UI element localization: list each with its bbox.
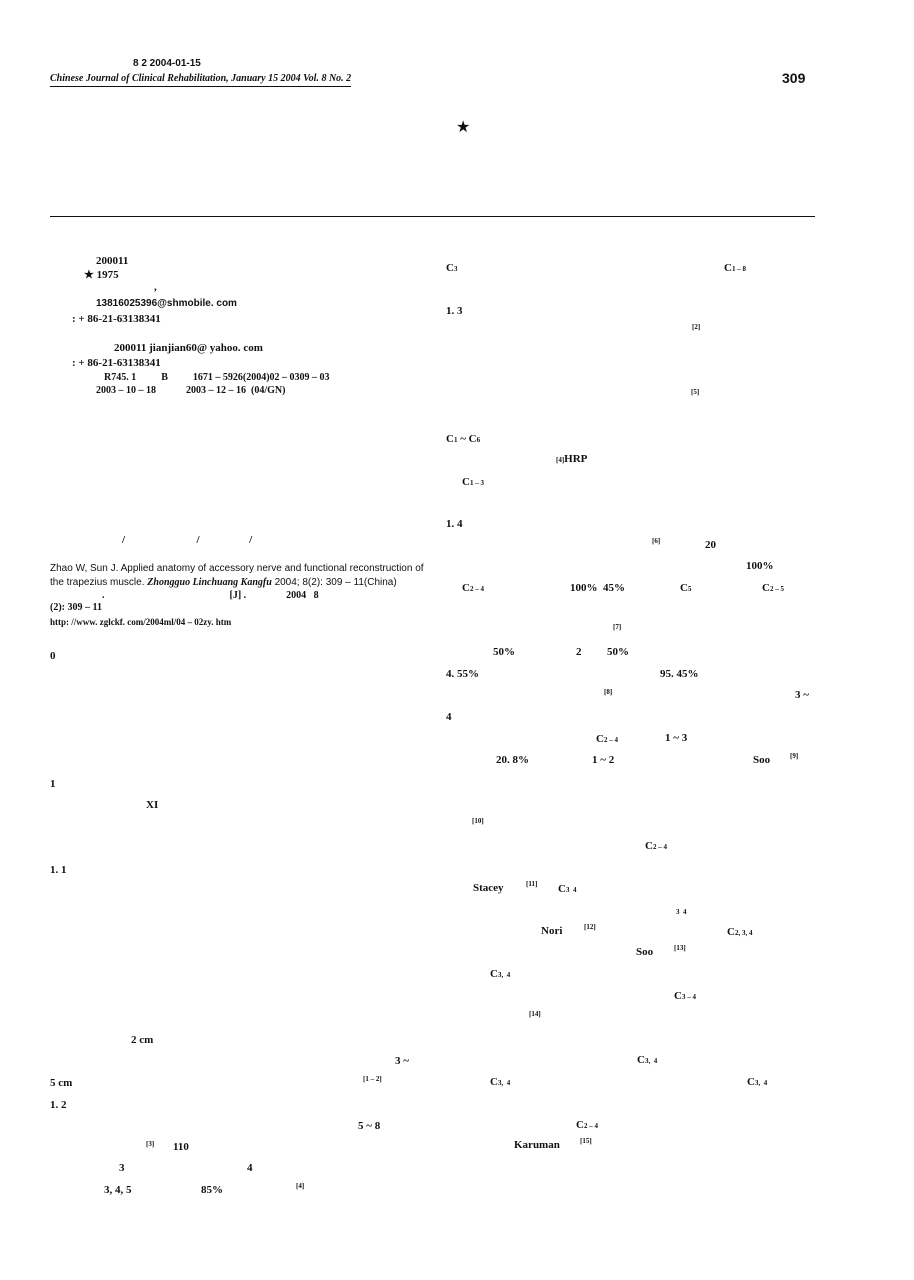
roots-3-4-small: 3 4 (676, 908, 687, 916)
citation-line-1: Zhao W, Sun J. Applied anatomy of accessory nerve and functional reconstruction of (50, 563, 424, 574)
percent-20-8: 20. 8% (496, 754, 529, 766)
author-telephone: : + 86-21-63138341 (72, 313, 161, 325)
ref-12: [12] (584, 923, 596, 931)
percent-100-45: 100% 45% (570, 582, 625, 594)
ref-3: [3] (146, 1140, 155, 1148)
ref-9: [9] (790, 752, 799, 760)
author-soo-2: Soo (636, 946, 654, 958)
author-soo-1: Soo (753, 754, 771, 766)
header-rule (50, 216, 815, 217)
page-number: 309 (782, 70, 806, 86)
section-1-1-number: 1. 1 (50, 864, 67, 876)
c2-4-label-c: C2 – 4 (645, 840, 667, 852)
cn-citation-line-2: (2): 309 – 11 (50, 602, 102, 613)
c3-4-label-c: C3 – 4 (674, 990, 696, 1002)
dates-line: 2003 – 10 – 18 2003 – 12 – 16 (04/GN) (96, 385, 286, 396)
c3-4-label-b: C3, 4 (490, 968, 511, 980)
section-0-number: 0 (50, 650, 56, 662)
author-postcode: 200011 (96, 255, 129, 267)
c2-3-4-label: C2, 3, 4 (727, 926, 753, 938)
citation-line-2: the trapezius muscle. Zhongguo Linchuang Kangfu 2004; 8(2): 309 – 11(China) (50, 577, 397, 588)
ref-2: [2] (692, 323, 701, 331)
author-comma: , (154, 281, 157, 293)
keyword-separators: / / / (122, 534, 253, 546)
ref-13: [13] (674, 944, 686, 952)
range-1-2: 1 ~ 2 (592, 754, 615, 766)
c1-c6-label: C1 ~ C6 (446, 433, 481, 445)
ref-15: [15] (580, 1137, 592, 1145)
ref-10: [10] (472, 817, 484, 825)
ref-4: [4] (296, 1182, 305, 1190)
ref-14: [14] (529, 1010, 541, 1018)
percent-50-a: 50% (493, 646, 515, 658)
c3-4-label-a: C3 4 (558, 883, 577, 895)
c2-4-label-d: C2 – 4 (576, 1119, 598, 1131)
correspondence-telephone: : + 86-21-63138341 (72, 357, 161, 369)
article-url: http: //www. zglckf. com/2004ml/04 – 02zy. htm (50, 617, 232, 627)
count-20: 20 (705, 539, 716, 551)
c2-4-label-b: C2 – 4 (596, 733, 618, 745)
ref-8: [8] (604, 688, 613, 696)
ref-11: [11] (526, 880, 538, 888)
hrp-label: [4]HRP (556, 453, 588, 465)
section-1-2-number: 1. 2 (50, 1099, 67, 1111)
ref-5: [5] (691, 388, 700, 396)
author-star-year: ★ 1975 (84, 269, 119, 281)
c2-4-label-a: C2 – 4 (462, 582, 484, 594)
author-email: 13816025396@shmobile. com (96, 298, 237, 309)
count-3: 3 (119, 1162, 125, 1174)
running-header-chinese: 8 2 2004-01-15 (133, 58, 201, 69)
count-4: 4 (247, 1162, 253, 1174)
c5-label: C5 (680, 582, 692, 594)
running-header-journal: Chinese Journal of Clinical Rehabilitation, January 15 2004 Vol. 8 No. 2 (50, 73, 351, 87)
c1-3-label: C1 – 3 (462, 476, 484, 488)
author-karuman: Karuman (514, 1139, 560, 1151)
count-2: 2 (576, 646, 582, 658)
author-nori: Nori (541, 925, 563, 937)
c3-4-label-d: C3, 4 (637, 1054, 658, 1066)
section-1-4-number: 1. 4 (446, 518, 463, 530)
correspondence-email: 200011 jianjian60@ yahoo. com (114, 342, 263, 354)
percent-4-55: 4. 55% (446, 668, 479, 680)
section-1-number: 1 (50, 778, 56, 790)
classification-line: R745. 1 B 1671 – 5926(2004)02 – 0309 – 03 (104, 372, 330, 383)
ref-1-2: [1 – 2] (363, 1075, 382, 1083)
cn-citation-line-1: . [J] . 2004 8 (102, 590, 319, 601)
range-3: 3 ~ (395, 1055, 409, 1067)
percent-95-45: 95. 45% (660, 668, 699, 680)
percent-50-b: 50% (607, 646, 629, 658)
range-3-tilde: 3 ~ (795, 689, 809, 701)
c3-label: C3 (446, 262, 458, 274)
count-4-b: 4 (446, 711, 452, 723)
range-1-3: 1 ~ 3 (665, 732, 688, 744)
roots-3-4-5: 3, 4, 5 (104, 1184, 132, 1196)
percent-85: 85% (201, 1184, 223, 1196)
section-1-3-number: 1. 3 (446, 305, 463, 317)
ref-7: [7] (613, 623, 622, 631)
c3-4-label-e: C3, 4 (490, 1076, 511, 1088)
c2-5-label: C2 – 5 (762, 582, 784, 594)
title-star-marker: ★ (456, 119, 471, 136)
c1-8-label: C1 – 8 (724, 262, 746, 274)
author-stacey: Stacey (473, 882, 504, 894)
range-5-8: 5 ~ 8 (358, 1120, 381, 1132)
percent-100: 100% (746, 560, 774, 572)
measure-2cm: 2 cm (131, 1034, 154, 1046)
cranial-nerve-xi: XI (146, 799, 159, 811)
measure-5cm: 5 cm (50, 1077, 73, 1089)
c3-4-label-f: C3, 4 (747, 1076, 768, 1088)
ref-6: [6] (652, 537, 661, 545)
count-110: 110 (173, 1141, 189, 1153)
